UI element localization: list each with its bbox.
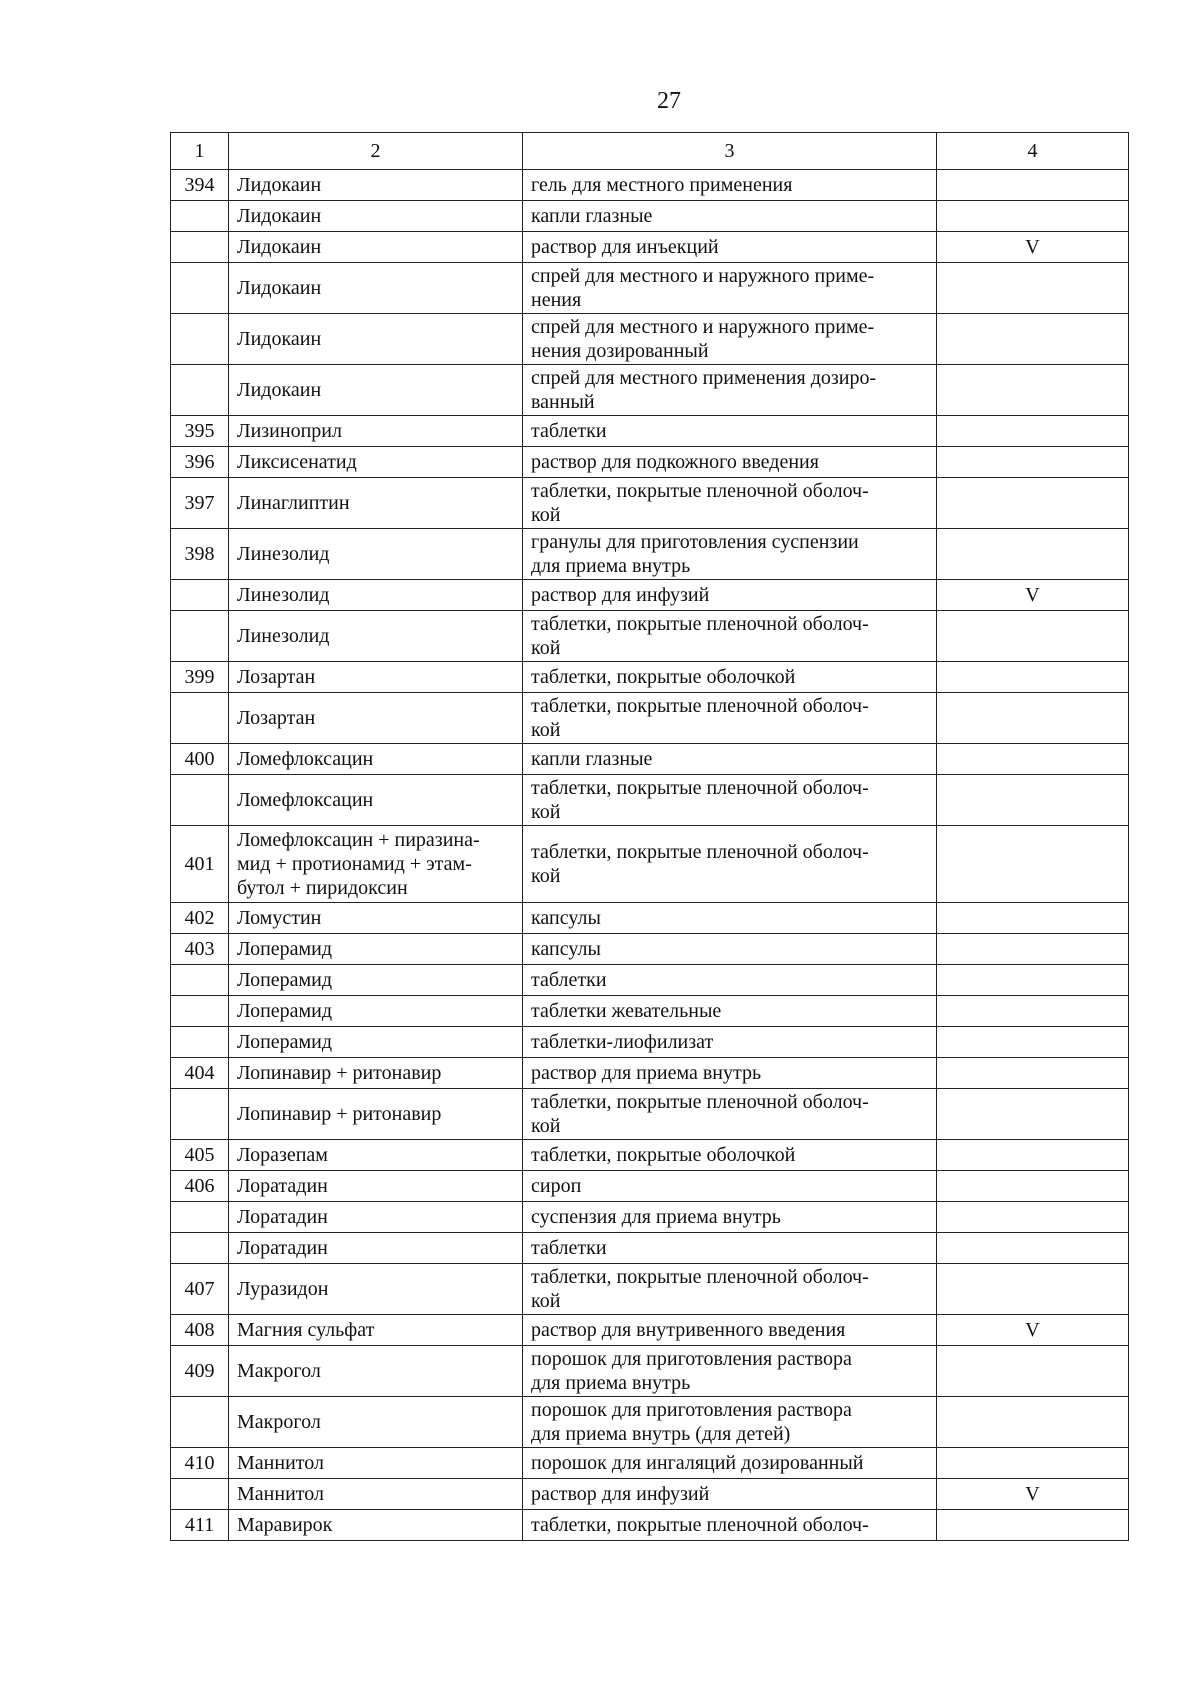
vital-mark: V — [937, 1315, 1129, 1346]
vital-mark — [937, 416, 1129, 447]
drug-name: Маравирок — [229, 1510, 523, 1541]
drug-name: Лидокаин — [229, 201, 523, 232]
vital-mark — [937, 1346, 1129, 1397]
vital-mark — [937, 903, 1129, 934]
drug-name: Ликсисенатид — [229, 447, 523, 478]
row-number — [171, 365, 229, 416]
dosage-form: гранулы для приготовления суспензии для приема внутрь — [523, 529, 937, 580]
row-number: 394 — [171, 170, 229, 201]
row-number: 399 — [171, 662, 229, 693]
dosage-form: капли глазные — [523, 744, 937, 775]
vital-mark — [937, 693, 1129, 744]
row-number: 408 — [171, 1315, 229, 1346]
dosage-form: раствор для подкожного введения — [523, 447, 937, 478]
dosage-form: таблетки, покрытые пленочной оболоч- кой — [523, 478, 937, 529]
dosage-form: таблетки, покрытые пленочной оболоч- кой — [523, 611, 937, 662]
table-row — [171, 1140, 1129, 1171]
row-number: 406 — [171, 1171, 229, 1202]
table-row — [171, 201, 1129, 232]
dosage-form: таблетки, покрытые пленочной оболоч- кой — [523, 775, 937, 826]
row-number: 407 — [171, 1264, 229, 1315]
vital-mark — [937, 1171, 1129, 1202]
row-number: 400 — [171, 744, 229, 775]
table-row — [171, 1171, 1129, 1202]
row-number: 395 — [171, 416, 229, 447]
vital-mark — [937, 365, 1129, 416]
table-row — [171, 1027, 1129, 1058]
drug-name: Лидокаин — [229, 314, 523, 365]
table-row — [171, 1346, 1129, 1397]
vital-mark — [937, 447, 1129, 478]
dosage-form: спрей для местного применения дозиро- ванный — [523, 365, 937, 416]
dosage-form: порошок для приготовления раствора для приема внутрь — [523, 1346, 937, 1397]
row-number: 402 — [171, 903, 229, 934]
row-number — [171, 201, 229, 232]
vital-mark: V — [937, 1479, 1129, 1510]
page-number: 27 — [657, 88, 681, 114]
drug-name: Макрогол — [229, 1346, 523, 1397]
drug-table — [170, 132, 1129, 1541]
row-number: 403 — [171, 934, 229, 965]
drug-name: Лопинавир + ритонавир — [229, 1089, 523, 1140]
dosage-form: раствор для внутривенного введения — [523, 1315, 937, 1346]
dosage-form: таблетки, покрытые пленочной оболоч- кой — [523, 826, 937, 903]
drug-name: Лоперамид — [229, 934, 523, 965]
table-row — [171, 1448, 1129, 1479]
dosage-form: таблетки — [523, 1233, 937, 1264]
drug-name: Лоратадин — [229, 1171, 523, 1202]
table-row — [171, 1315, 1129, 1346]
dosage-form: капсулы — [523, 934, 937, 965]
row-number — [171, 965, 229, 996]
dosage-form: таблетки — [523, 416, 937, 447]
table-row — [171, 965, 1129, 996]
table-row — [171, 1089, 1129, 1140]
row-number: 404 — [171, 1058, 229, 1089]
dosage-form: раствор для инфузий — [523, 1479, 937, 1510]
row-number — [171, 580, 229, 611]
vital-mark — [937, 1397, 1129, 1448]
drug-name: Лидокаин — [229, 232, 523, 263]
vital-mark — [937, 263, 1129, 314]
table-header-row — [171, 133, 1129, 170]
table-row — [171, 662, 1129, 693]
table-row — [171, 232, 1129, 263]
row-number: 398 — [171, 529, 229, 580]
row-number — [171, 232, 229, 263]
drug-name: Ломефлоксацин + пиразина- мид + протионамид + этам- бутол + пиридоксин — [229, 826, 523, 903]
vital-mark — [937, 775, 1129, 826]
row-number: 396 — [171, 447, 229, 478]
vital-mark — [937, 1058, 1129, 1089]
column-header-1: 1 — [171, 133, 229, 170]
row-number: 411 — [171, 1510, 229, 1541]
dosage-form: таблетки, покрытые пленочной оболоч- — [523, 1510, 937, 1541]
drug-name: Лоперамид — [229, 996, 523, 1027]
table-row — [171, 1058, 1129, 1089]
dosage-form: раствор для инъекций — [523, 232, 937, 263]
dosage-form: порошок для ингаляций дозированный — [523, 1448, 937, 1479]
column-header-2: 2 — [229, 133, 523, 170]
drug-name: Лоратадин — [229, 1233, 523, 1264]
row-number — [171, 775, 229, 826]
vital-mark — [937, 826, 1129, 903]
dosage-form: таблетки, покрытые оболочкой — [523, 662, 937, 693]
vital-mark — [937, 314, 1129, 365]
dosage-form: раствор для инфузий — [523, 580, 937, 611]
table-row — [171, 744, 1129, 775]
table-row — [171, 611, 1129, 662]
vital-mark — [937, 965, 1129, 996]
vital-mark — [937, 996, 1129, 1027]
drug-name: Лидокаин — [229, 263, 523, 314]
drug-name: Лидокаин — [229, 365, 523, 416]
drug-name: Линезолид — [229, 611, 523, 662]
table-row — [171, 1264, 1129, 1315]
drug-name: Лоразепам — [229, 1140, 523, 1171]
vital-mark — [937, 1510, 1129, 1541]
dosage-form: таблетки жевательные — [523, 996, 937, 1027]
row-number: 405 — [171, 1140, 229, 1171]
vital-mark — [937, 662, 1129, 693]
dosage-form: гель для местного применения — [523, 170, 937, 201]
dosage-form: таблетки, покрытые пленочной оболоч- кой — [523, 1264, 937, 1315]
row-number: 409 — [171, 1346, 229, 1397]
dosage-form: капсулы — [523, 903, 937, 934]
vital-mark — [937, 1202, 1129, 1233]
drug-name: Лопинавир + ритонавир — [229, 1058, 523, 1089]
row-number — [171, 1027, 229, 1058]
table-row — [171, 1479, 1129, 1510]
drug-name: Линезолид — [229, 580, 523, 611]
vital-mark — [937, 478, 1129, 529]
row-number: 397 — [171, 478, 229, 529]
table-row — [171, 170, 1129, 201]
column-header-3: 3 — [523, 133, 937, 170]
dosage-form: раствор для приема внутрь — [523, 1058, 937, 1089]
table-row — [171, 996, 1129, 1027]
dosage-form: капли глазные — [523, 201, 937, 232]
drug-name: Лидокаин — [229, 170, 523, 201]
dosage-form: таблетки, покрытые пленочной оболоч- кой — [523, 693, 937, 744]
drug-name: Ломустин — [229, 903, 523, 934]
drug-name: Магния сульфат — [229, 1315, 523, 1346]
dosage-form: таблетки — [523, 965, 937, 996]
vital-mark — [937, 934, 1129, 965]
table-row — [171, 775, 1129, 826]
row-number — [171, 1233, 229, 1264]
table-row — [171, 693, 1129, 744]
column-header-4: 4 — [937, 133, 1129, 170]
vital-mark — [937, 201, 1129, 232]
vital-mark — [937, 1264, 1129, 1315]
table-row — [171, 580, 1129, 611]
table-row — [171, 903, 1129, 934]
row-number — [171, 263, 229, 314]
dosage-form: таблетки, покрытые пленочной оболоч- кой — [523, 1089, 937, 1140]
row-number — [171, 996, 229, 1027]
row-number — [171, 314, 229, 365]
vital-mark — [937, 611, 1129, 662]
row-number — [171, 1089, 229, 1140]
drug-name: Ломефлоксацин — [229, 775, 523, 826]
row-number — [171, 693, 229, 744]
drug-name: Линезолид — [229, 529, 523, 580]
vital-mark — [937, 1140, 1129, 1171]
table-row — [171, 1202, 1129, 1233]
dosage-form: порошок для приготовления раствора для приема внутрь (для детей) — [523, 1397, 937, 1448]
table-row — [171, 478, 1129, 529]
drug-name: Лоратадин — [229, 1202, 523, 1233]
row-number — [171, 1202, 229, 1233]
dosage-form: суспензия для приема внутрь — [523, 1202, 937, 1233]
table-row — [171, 529, 1129, 580]
vital-mark: V — [937, 232, 1129, 263]
dosage-form: сироп — [523, 1171, 937, 1202]
row-number: 410 — [171, 1448, 229, 1479]
drug-name: Лоперамид — [229, 1027, 523, 1058]
vital-mark — [937, 1448, 1129, 1479]
vital-mark: V — [937, 580, 1129, 611]
table-row — [171, 447, 1129, 478]
drug-name: Маннитол — [229, 1448, 523, 1479]
drug-name: Ломефлоксацин — [229, 744, 523, 775]
drug-name: Лоперамид — [229, 965, 523, 996]
dosage-form: таблетки-лиофилизат — [523, 1027, 937, 1058]
row-number — [171, 1397, 229, 1448]
table-row — [171, 416, 1129, 447]
row-number — [171, 1479, 229, 1510]
drug-name: Маннитол — [229, 1479, 523, 1510]
vital-mark — [937, 744, 1129, 775]
vital-mark — [937, 529, 1129, 580]
dosage-form: таблетки, покрытые оболочкой — [523, 1140, 937, 1171]
dosage-form: спрей для местного и наружного приме- нения дозированный — [523, 314, 937, 365]
table-row — [171, 365, 1129, 416]
drug-name: Линаглиптин — [229, 478, 523, 529]
drug-name: Лозартан — [229, 662, 523, 693]
table-row — [171, 826, 1129, 903]
vital-mark — [937, 1027, 1129, 1058]
row-number: 401 — [171, 826, 229, 903]
drug-name: Макрогол — [229, 1397, 523, 1448]
drug-name: Луразидон — [229, 1264, 523, 1315]
row-number — [171, 611, 229, 662]
drug-name: Лозартан — [229, 693, 523, 744]
table-row — [171, 314, 1129, 365]
table-row — [171, 1510, 1129, 1541]
dosage-form: спрей для местного и наружного приме- нения — [523, 263, 937, 314]
vital-mark — [937, 170, 1129, 201]
table-row — [171, 1233, 1129, 1264]
table-body — [171, 170, 1129, 1541]
drug-name: Лизиноприл — [229, 416, 523, 447]
vital-mark — [937, 1233, 1129, 1264]
table-row — [171, 263, 1129, 314]
vital-mark — [937, 1089, 1129, 1140]
table-row — [171, 934, 1129, 965]
table-row — [171, 1397, 1129, 1448]
